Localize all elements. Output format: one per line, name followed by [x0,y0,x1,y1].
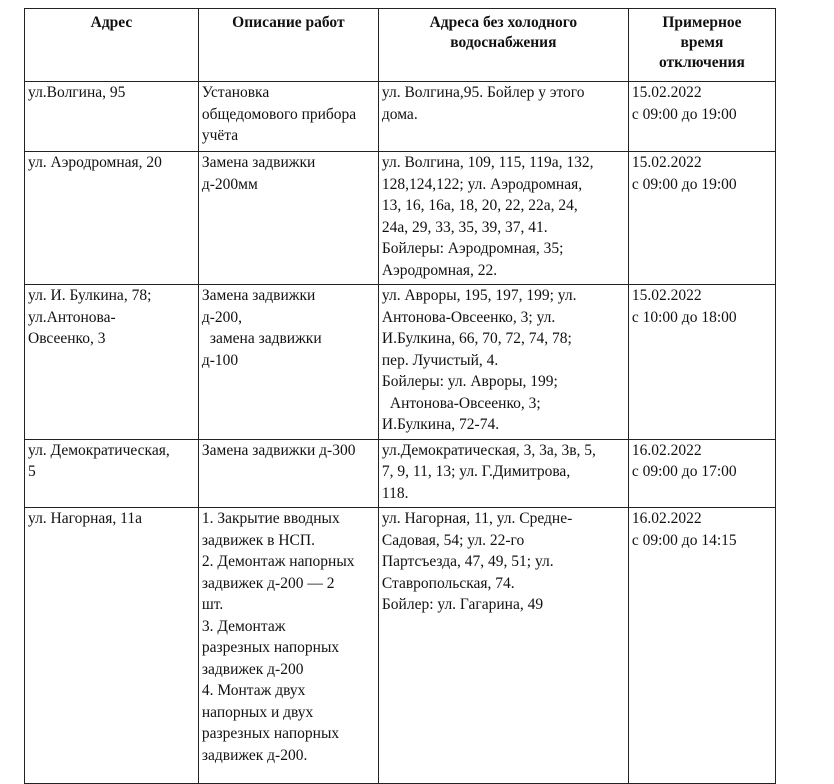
cell-line: 2. Демонтаж напорных [201,553,355,570]
cell-line: 118. [381,484,409,502]
cell-affected [378,82,628,152]
cell-line: Партсъезда, 47, 49, 51; ул. [381,553,554,570]
cell-line: ул.Антонова- [28,308,116,326]
cell-line: замена задвижки [209,330,322,347]
table-row [25,152,776,285]
cell-line: ул. Демократическая, [28,441,170,459]
table-row [25,439,776,508]
cell-line: И.Булкина, 66, 70, 72, 74, 78; [381,330,572,347]
cell-time [628,285,775,440]
cell-line: ул. Волгина, 109, 115, 119а, 132, [381,154,594,171]
cell-line: Бойлеры: ул. Авроры, 199; [381,373,558,390]
cell-line: д-200мм [201,175,258,193]
cell-line: ул. Нагорная, 11, ул. Средне- [381,510,573,527]
cell-line: с 09:00 до 19:00 [631,175,737,193]
header-line: время [680,34,724,51]
header-line: Адрес [90,14,133,31]
cell-affected [378,508,628,784]
cell-line: Антонова-Овсеенко, 3; [389,394,541,412]
cell-line: задвижек д-200. [201,746,308,764]
cell-line: 3. Демонтаж [201,617,286,635]
cell-line: с 10:00 до 18:00 [631,308,737,326]
header-line: отключения [658,54,745,71]
header-work-description [198,9,378,82]
cell-line: д-200, [201,308,243,326]
outage-table [24,8,776,784]
cell-line: напорных и двух [201,703,314,721]
cell-line: ул. Аэродромная, 20 [28,154,162,171]
table-row [25,508,776,784]
cell-line: шт. [201,596,224,613]
header-line: Описание работ [232,14,345,31]
cell-line: Антонова-Овсеенко, 3; ул. [381,308,556,326]
cell-line: Аэродромная, 22. [381,261,498,279]
cell-time [628,508,775,784]
cell-line: Бойлер: ул. Гагарина, 49 [381,596,544,613]
header-affected-addresses [378,9,628,82]
cell-line: ул.Волгина, 95 [28,84,126,101]
cell-line: И.Булкина, 72-74. [381,416,500,433]
cell-address [25,508,199,784]
cell-work [198,508,378,784]
cell-time [628,152,775,285]
cell-work [198,285,378,440]
cell-line: с 09:00 до 14:15 [631,531,737,549]
cell-address [25,152,199,285]
cell-address [25,285,199,440]
cell-work [198,152,378,285]
cell-line: ул. Волгина,95. Бойлер у этого [381,84,585,101]
cell-line: 15.02.2022 [631,287,702,304]
cell-line: 4. Монтаж двух [201,682,306,699]
cell-line: задвижек в НСП. [201,531,315,549]
header-row [25,9,776,82]
cell-line: 15.02.2022 [631,154,702,171]
cell-line: дома. [381,105,418,123]
cell-line: Ставропольская, 74. [381,574,515,592]
cell-time [628,82,775,152]
cell-line: задвижек д-200 — 2 [201,574,335,592]
cell-line: Установка [201,84,270,101]
cell-line: 1. Закрытие вводных [201,510,340,527]
cell-line: 128,124,122; ул. Аэродромная, [381,175,583,193]
cell-line: ул.Демократическая, 3, 3а, 3в, 5, [381,441,596,459]
cell-line: с 09:00 до 19:00 [631,105,737,123]
cell-line: 15.02.2022 [631,84,702,101]
cell-line: ул. И. Булкина, 78; [28,287,152,304]
cell-work [198,439,378,508]
cell-line: 16.02.2022 [631,510,702,527]
cell-line: Замена задвижки [201,154,316,171]
cell-line: Замена задвижки д-300 [201,441,356,459]
cell-line: д-100 [201,351,239,369]
cell-line: разрезных напорных [201,639,340,656]
header-outage-time [628,9,775,82]
cell-line: Овсеенко, 3 [28,330,106,347]
cell-line: пер. Лучистый, 4. [381,351,499,369]
cell-address [25,439,199,508]
cell-line: Замена задвижки [201,287,316,304]
header-line: Адреса без холодного [429,14,578,31]
cell-line: 13, 16, 16а, 18, 20, 22, 22а, 24, [381,197,578,214]
cell-line: разрезных напорных [201,725,340,742]
cell-affected [378,439,628,508]
cell-time [628,439,775,508]
header-line: Примерное [662,14,742,31]
cell-line: 5 [28,463,36,480]
table-row [25,285,776,440]
cell-affected [378,152,628,285]
cell-line: 16.02.2022 [631,441,702,459]
header-address [25,9,199,82]
cell-line: задвижек д-200 [201,660,304,678]
cell-line: Бойлеры: Аэродромная, 35; [381,240,564,257]
cell-address [25,82,199,152]
cell-line: 7, 9, 11, 13; ул. Г.Димитрова, [381,463,571,480]
header-line: водоснабжения [450,34,557,51]
cell-work [198,82,378,152]
cell-affected [378,285,628,440]
cell-line: Садовая, 54; ул. 22-го [381,531,525,549]
table-row [25,82,776,152]
cell-line: общедомового прибора [201,105,357,123]
cell-line: ул. Авроры, 195, 197, 199; ул. [381,287,577,304]
cell-line: ул. Нагорная, 11а [28,510,142,527]
cell-line: с 09:00 до 17:00 [631,463,737,480]
cell-line: 24а, 29, 33, 35, 39, 37, 41. [381,218,548,236]
cell-line: учёта [201,127,239,144]
